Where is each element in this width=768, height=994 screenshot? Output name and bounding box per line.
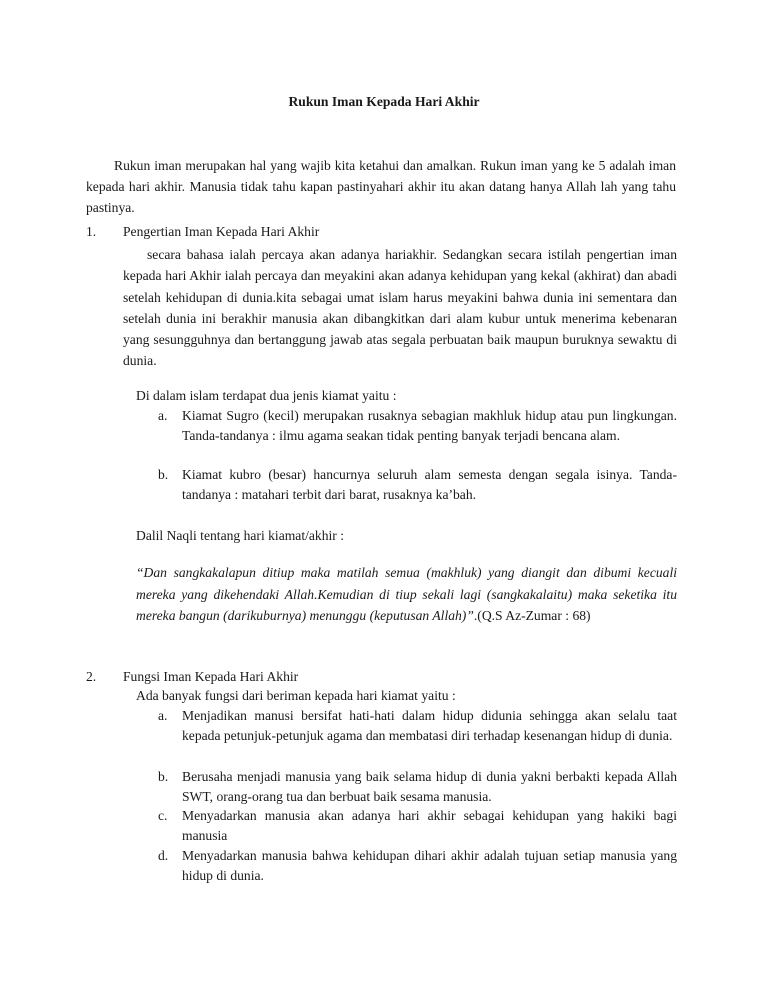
definition-paragraph [123, 244, 677, 372]
list-text: Kiamat Sugro (kecil) merupakan rusaknya sebagian makhluk hidup atau pun lingkungan. Tanda-tandanya : ilmu agama seakan tidak penting banyak terjadi bencana alam. [182, 408, 677, 443]
list-label: c. [158, 808, 168, 823]
definition-text: secara bahasa ialah percaya akan adanya hariakhir. Sedangkan secara istilah pengertian iman kepada hari Akhir ialah percaya dan meyakini akan adanya kehidupan yang kekal (akhirat) dan abadi setelah kehidupan di dunia.kita sebagai umat islam harus meyakini bahwa dunia ini sementara dan setelah dunia ini berakhir manusia akan dibangkitkan dari alam kubur untuk menerima kebenaran yang sesungguhnya dan bertanggung jawab atas segala perbuatan baik maupun buruknya sewaktu di dunia. [123, 247, 677, 369]
section-1-heading [86, 222, 319, 242]
section-1-title: Pengertian Iman Kepada Hari Akhir [123, 224, 320, 239]
intro-paragraph [86, 155, 676, 218]
section-2-title: Fungsi Iman Kepada Hari Akhir [123, 669, 299, 684]
intro-text: Rukun iman merupakan hal yang wajib kita ketahui dan amalkan. Rukun iman yang ke 5 adalah iman kepada hari akhir. Manusia tidak tahu kapan pastinyahari akhir itu akan datang hanya Allah lah yang tahu pastinya. [86, 158, 676, 215]
section-2-heading [86, 667, 298, 687]
list-text: Kiamat kubro (besar) hancurnya seluruh alam semesta dengan segala isinya. Tanda-tandanya : matahari terbit dari barat, rusaknya ka’bah. [182, 467, 677, 502]
list-label: a. [158, 708, 168, 723]
fungsi-item-d [158, 846, 677, 885]
list-text: Menyadarkan manusia akan adanya hari akhir sebagai kehidupan yang hakiki bagi manusia [182, 808, 677, 843]
list-text: Menyadarkan manusia bahwa kehidupan dihari akhir adalah tujuan setiap manusia yang hidup di dunia. [182, 848, 677, 883]
document-title: Rukun Iman Kepada Hari Akhir [288, 94, 480, 109]
kiamat-item-b [158, 465, 677, 504]
fungsi-item-a [158, 706, 677, 745]
list-label: a. [158, 408, 168, 423]
list-label: b. [158, 467, 169, 482]
kiamat-intro: Di dalam islam terdapat dua jenis kiamat yaitu : [136, 388, 397, 403]
section-2-number: 2. [86, 669, 97, 684]
quote-text: “Dan sangkakalapun ditiup maka matilah semua (makhluk) yang diangit dan dibumi kecuali mereka yang dikehendaki Allah.Kemudian di tiup sekali lagi (sangkakalaitu) maka seketika itu mereka bangun (darikuburnya) menunggu (keputusan Allah)” [136, 565, 677, 623]
dalil-quote [136, 562, 677, 627]
fungsi-item-b [158, 767, 677, 806]
dalil-label: Dalil Naqli tentang hari kiamat/akhir : [136, 528, 344, 543]
list-label: d. [158, 848, 169, 863]
section-1-number: 1. [86, 224, 97, 239]
quote-reference: .(Q.S Az-Zumar : 68) [473, 608, 591, 623]
fungsi-intro: Ada banyak fungsi dari beriman kepada hari kiamat yaitu : [136, 688, 456, 703]
kiamat-item-a [158, 406, 677, 445]
fungsi-item-c [158, 806, 677, 845]
list-text: Berusaha menjadi manusia yang baik selama hidup di dunia yakni berbakti kepada Allah SWT, orang-orang tua dan berbuat baik sesama manusia. [182, 769, 677, 804]
list-text: Menjadikan manusi bersifat hati-hati dalam hidup didunia sehingga akan selalu taat kepada petunjuk-petunjuk agama dan membatasi diri terhadap kesenangan hidup di dunia. [182, 708, 677, 743]
list-label: b. [158, 769, 169, 784]
